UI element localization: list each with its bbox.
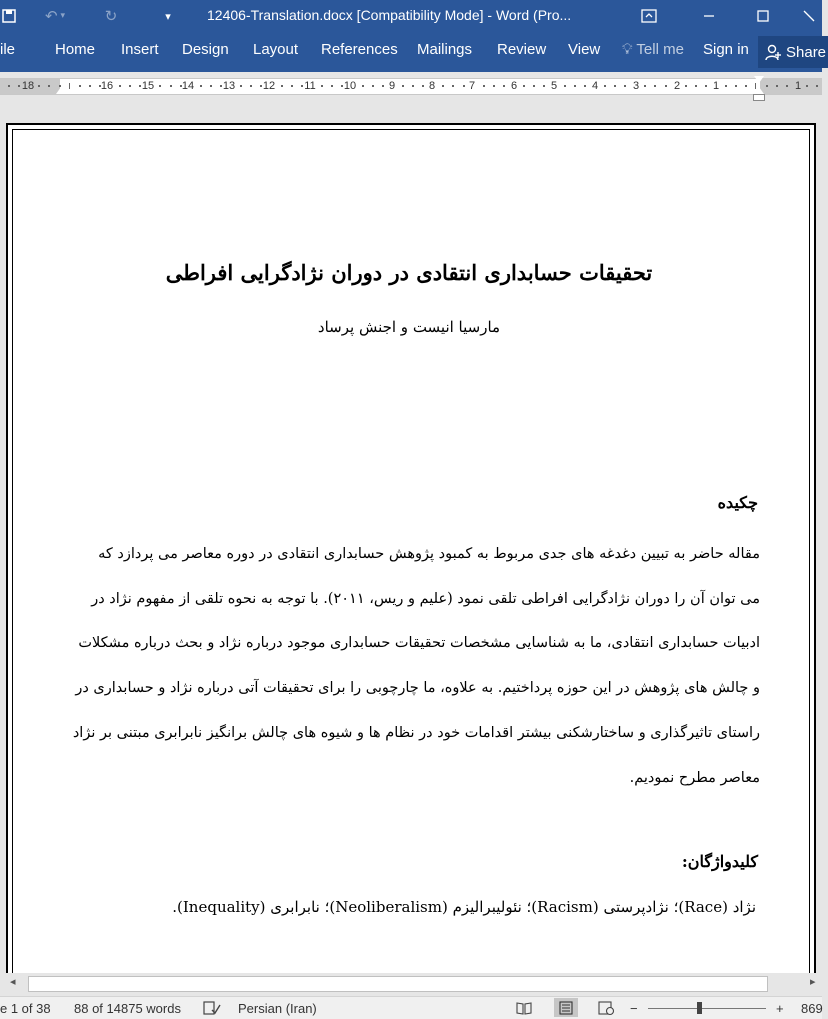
- status-bar: [0, 996, 822, 1019]
- ruler-number: 1: [794, 80, 802, 92]
- ruler-dot: [129, 85, 131, 87]
- share-person-icon: [764, 43, 782, 61]
- ruler-dot: [735, 85, 737, 87]
- ruler-number: 11: [304, 80, 316, 92]
- abstract-line: راستای تاثیرگذاری و ساختارشکنی بیشتر اقدامات خود در نظام ها و شیوه های چالش برانگیز نابرابری مبتنی بر نژاد: [72, 724, 760, 741]
- share-label: Share: [786, 43, 827, 61]
- ruler-dot: [422, 85, 424, 87]
- ruler-right-margin: [760, 79, 822, 94]
- ruler-dot: [654, 85, 656, 87]
- read-mode-icon[interactable]: [516, 1001, 532, 1018]
- zoom-slider[interactable]: [648, 1008, 766, 1009]
- ruler-dot: [8, 85, 10, 87]
- keywords-heading: کلیدواژگان:: [681, 852, 758, 871]
- tab-review[interactable]: Review: [497, 41, 547, 58]
- ruler-number: 13: [222, 80, 236, 92]
- document-title-heading: تحقیقات حسابداری انتقادی در دوران نژادگرایی افراطی: [165, 260, 653, 285]
- ruler-tick: [69, 83, 70, 89]
- ruler-dot: [533, 85, 535, 87]
- ruler-dot: [99, 85, 101, 87]
- ruler-dot: [372, 85, 374, 87]
- ruler-dot: [48, 85, 50, 87]
- ruler-dot: [725, 85, 727, 87]
- ruler-dot: [745, 85, 747, 87]
- ruler-dot: [170, 85, 172, 87]
- close-icon[interactable]: [796, 0, 822, 32]
- ruler-dot: [18, 85, 20, 87]
- minimize-icon[interactable]: [686, 0, 732, 32]
- ruler-dot: [523, 85, 525, 87]
- ruler-dot: [79, 85, 81, 87]
- scroll-left-icon[interactable]: ◂: [10, 975, 16, 988]
- document-title: 12406-Translation.docx [Compatibility Mode] - Word (Pro...: [207, 7, 572, 23]
- ruler-number: 4: [591, 80, 599, 92]
- ruler-dot: [614, 85, 616, 87]
- autosave-icon[interactable]: [0, 0, 18, 32]
- abstract-line: می توان آن را دوران نژادگرایی افراطی تلقی نمود (علیم و ریس، ۲۰۱۱). با توجه به نحوه تلقی از مفهوم نژاد در: [91, 590, 760, 607]
- customize-qat-icon[interactable]: ▾: [165, 9, 171, 23]
- ruler-dot: [584, 85, 586, 87]
- maximize-icon[interactable]: [740, 0, 786, 32]
- ruler-dot: [331, 85, 333, 87]
- ruler-number: 14: [181, 80, 195, 92]
- ruler-dot: [38, 85, 40, 87]
- ruler-number: 7: [468, 80, 476, 92]
- scrollbar-thumb[interactable]: [28, 976, 768, 992]
- ruler-number: 3: [632, 80, 640, 92]
- ribbon-display-icon[interactable]: [626, 0, 672, 32]
- zoom-level[interactable]: 869: [801, 1001, 823, 1016]
- ruler-dot: [210, 85, 212, 87]
- proofing-icon[interactable]: [203, 1001, 221, 1018]
- page-count[interactable]: e 1 of 38: [0, 1001, 51, 1016]
- ruler-dot: [493, 85, 495, 87]
- print-layout-icon[interactable]: [554, 998, 578, 1017]
- abstract-line: ادبیات حسابداری انتقادی، ما به شناسایی مشخصات تحقیقات حسابداری موجود درباره نژاد و بحث درباره مشکلات: [78, 635, 760, 652]
- title-bar: [0, 0, 822, 32]
- ruler-dot: [442, 85, 444, 87]
- tab-file[interactable]: ile: [0, 41, 16, 58]
- ruler-dot: [301, 85, 303, 87]
- abstract-line: معاصر مطرح نمودیم.: [629, 769, 760, 786]
- left-indent-marker[interactable]: [56, 87, 66, 94]
- abstract-line: و چالش های پژوهش در این حوزه پرداختیم. به علاوه، ما چارچوبی را برای تحقیقات آتی درباره نژاد و حسابداری در: [75, 680, 760, 697]
- ruler-dot: [250, 85, 252, 87]
- abstract-heading: چکیده: [717, 493, 758, 512]
- lightbulb-icon: 💡︎: [622, 41, 633, 58]
- ruler-dot: [180, 85, 182, 87]
- ruler-dot: [776, 85, 778, 87]
- ruler-dot: [463, 85, 465, 87]
- web-layout-icon[interactable]: [598, 1001, 614, 1018]
- ruler-dot: [503, 85, 505, 87]
- ruler-number: 1: [712, 80, 720, 92]
- ruler-number: 15: [141, 80, 155, 92]
- word-count[interactable]: 88 of 14875 words: [74, 1001, 181, 1016]
- ruler-number: 5: [550, 80, 558, 92]
- tell-me-search[interactable]: [622, 41, 684, 58]
- zoom-in-button[interactable]: +: [776, 1001, 784, 1016]
- ruler-dot: [240, 85, 242, 87]
- ruler-dot: [685, 85, 687, 87]
- ribbon-tabs: [0, 32, 827, 72]
- ruler-dot: [806, 85, 808, 87]
- undo-icon[interactable]: ↶ ▾: [44, 7, 66, 25]
- zoom-out-button[interactable]: −: [630, 1001, 638, 1016]
- ruler-number: 8: [428, 80, 436, 92]
- tab-home[interactable]: Home: [55, 41, 96, 58]
- horizontal-ruler[interactable]: [0, 78, 822, 95]
- ruler-dot: [281, 85, 283, 87]
- ruler-dot: [564, 85, 566, 87]
- share-button[interactable]: [758, 36, 828, 68]
- ruler-dot: [159, 85, 161, 87]
- ruler-dot: [119, 85, 121, 87]
- zoom-slider-thumb[interactable]: [697, 1002, 702, 1014]
- ruler-area: [0, 72, 822, 102]
- ruler-dot: [766, 85, 768, 87]
- ruler-number: 16: [100, 80, 114, 92]
- ruler-dot: [574, 85, 576, 87]
- ruler-number: 6: [510, 80, 518, 92]
- language-indicator[interactable]: Persian (Iran): [238, 1001, 317, 1016]
- ruler-dot: [89, 85, 91, 87]
- right-indent-marker[interactable]: [753, 94, 765, 101]
- scroll-right-icon[interactable]: ▸: [810, 975, 816, 988]
- ruler-dot: [624, 85, 626, 87]
- abstract-paragraph: [60, 532, 760, 800]
- document-authors: مارسیا انیست و اجنش پرساد: [317, 318, 501, 336]
- ruler-number: 9: [388, 80, 396, 92]
- ruler-dot: [402, 85, 404, 87]
- ruler-dot: [291, 85, 293, 87]
- ruler-number: 10: [343, 80, 357, 92]
- ruler-dot: [644, 85, 646, 87]
- tell-me-label: Tell me: [636, 41, 684, 58]
- ruler-dot: [220, 85, 222, 87]
- tab-mailings[interactable]: Mailings: [417, 41, 473, 58]
- tab-layout[interactable]: Layout: [253, 41, 299, 58]
- redo-icon[interactable]: ↻: [104, 7, 118, 25]
- tab-references[interactable]: References: [321, 41, 398, 58]
- tab-view[interactable]: View: [568, 41, 601, 58]
- ruler-number: 12: [262, 80, 276, 92]
- ruler-dot: [816, 85, 818, 87]
- ruler-dot: [321, 85, 323, 87]
- keywords-line: نژاد (Race)؛ نژادپرستی (Racism)؛ نئولیبرالیزم (Neoliberalism)؛ نابرابری (Inequality).: [172, 898, 756, 916]
- first-line-indent-marker[interactable]: [754, 76, 764, 83]
- horizontal-scrollbar[interactable]: [0, 973, 822, 995]
- ruler-dot: [665, 85, 667, 87]
- ruler-dot: [382, 85, 384, 87]
- ruler-dot: [362, 85, 364, 87]
- tab-design[interactable]: Design: [182, 41, 229, 58]
- ruler-dot: [786, 85, 788, 87]
- ruler-dot: [543, 85, 545, 87]
- ruler-dot: [412, 85, 414, 87]
- ruler-dot: [200, 85, 202, 87]
- ruler-dot: [483, 85, 485, 87]
- hanging-indent-marker[interactable]: [754, 87, 764, 94]
- sign-in-link[interactable]: Sign in: [703, 41, 749, 58]
- ruler-dot: [705, 85, 707, 87]
- ruler-number: 2: [673, 80, 681, 92]
- tab-insert[interactable]: Insert: [121, 41, 159, 58]
- ruler-dot: [695, 85, 697, 87]
- abstract-line: مقاله حاضر به تبیین دغدغه های جدی مربوط به کمبود پژوهش حسابداری انتقادی در دوره معاصر می پردازد که: [98, 546, 760, 562]
- ruler-dot: [452, 85, 454, 87]
- ruler-dot: [341, 85, 343, 87]
- ruler-number: 18: [21, 80, 35, 92]
- ruler-dot: [139, 85, 141, 87]
- ruler-dot: [260, 85, 262, 87]
- ruler-dot: [604, 85, 606, 87]
